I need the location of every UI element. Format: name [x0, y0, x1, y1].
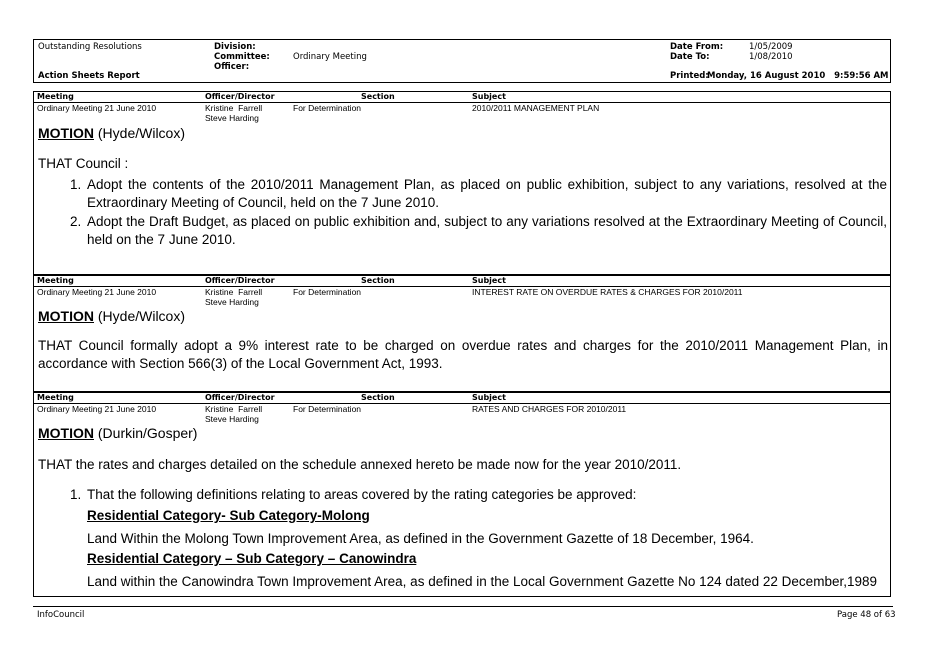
- column-subject: Subject: [472, 92, 506, 101]
- report-header: [33, 39, 891, 83]
- officer-cell-2: Steve Harding: [205, 414, 259, 424]
- subcategory-text: Land within the Canowindra Town Improvement Area, as defined in the Local Government Gazette No 124 dated 22 December,1989: [87, 574, 877, 589]
- list-item: 2. Adopt the Draft Budget, as placed on public exhibition and, subject to any variations resolved at the Extraordinary Meeting of Council, held on the 7 June 2010.: [70, 214, 887, 247]
- meeting-cell: Ordinary Meeting 21 June 2010: [37, 103, 157, 113]
- date-to-value: 1/08/2010: [749, 52, 793, 62]
- record-management-plan: [33, 91, 891, 275]
- list-item: 1. That the following definitions relating to areas covered by the rating categories be approved:: [70, 487, 637, 502]
- column-header-row: [34, 92, 890, 103]
- motion-heading: [38, 308, 185, 324]
- column-officer: Officer/Director: [205, 92, 275, 101]
- date-to-label: Date To:: [670, 52, 710, 62]
- officer-cell: Kristine Farrell: [205, 404, 263, 414]
- subcategory-heading: Residential Category- Sub Category-Molong: [87, 508, 370, 523]
- column-section: Section: [361, 276, 395, 285]
- list-item-text: That the following definitions relating to areas covered by the rating categories be approved:: [87, 487, 637, 502]
- motion-body: THAT the rates and charges detailed on the schedule annexed hereto be made now for the year 2010/2011.: [38, 457, 682, 472]
- column-subject: Subject: [472, 276, 506, 285]
- officer-label: Officer:: [214, 62, 250, 72]
- section-cell: For Determination: [293, 287, 362, 297]
- subject-cell: 2010/2011 MANAGEMENT PLAN: [472, 103, 600, 113]
- section-cell: For Determination: [293, 103, 362, 113]
- meeting-cell: Ordinary Meeting 21 June 2010: [37, 287, 157, 297]
- motion-label: MOTION: [38, 425, 94, 441]
- date-from-label: Date From:: [670, 42, 724, 52]
- printed-value: Monday, 16 August 2010 9:59:56 AM: [707, 71, 889, 81]
- record-rates-charges: [33, 392, 891, 597]
- column-officer: Officer/Director: [205, 276, 275, 285]
- officer-cell: Kristine Farrell: [205, 287, 263, 297]
- motion-heading: [38, 425, 197, 441]
- table-row: [34, 103, 890, 127]
- list-item-text: Adopt the contents of the 2010/2011 Management Plan, as placed on public exhibition, subject to any variations, resolved at the Extraordinary Meeting of Council, held on the 7 June 2010.: [87, 177, 887, 210]
- column-section: Section: [361, 393, 395, 402]
- page-number: Page 48 of 63: [837, 610, 896, 620]
- column-section: Section: [361, 92, 395, 101]
- column-header-row: [34, 276, 890, 287]
- officer-cell-2: Steve Harding: [205, 113, 259, 123]
- column-officer: Officer/Director: [205, 393, 275, 402]
- column-meeting: Meeting: [37, 92, 74, 101]
- report-title: Outstanding Resolutions: [38, 42, 142, 52]
- printed-label: Printed:: [670, 71, 709, 81]
- officer-cell-2: Steve Harding: [205, 297, 259, 307]
- motion-body: THAT Council formally adopt a 9% interest rate to be charged on overdue rates and charges for the 2010/2011 Management Plan, in accordance with Section 566(3) of the Local Government Act, 1993.: [38, 338, 888, 371]
- list-item-text: Adopt the Draft Budget, as placed on public exhibition and, subject to any variations resolved at the Extraordinary Meeting of Council, held on the 7 June 2010.: [87, 214, 887, 247]
- footer-divider: [33, 606, 893, 607]
- subcategory-heading: Residential Category – Sub Category – Canowindra: [87, 551, 417, 566]
- officer-cell: Kristine Farrell: [205, 103, 263, 113]
- subject-cell: INTEREST RATE ON OVERDUE RATES & CHARGES FOR 2010/2011: [472, 287, 743, 297]
- subcategory-text: Land Within the Molong Town Improvement Area, as defined in the Government Gazette of 18 December, 1964.: [87, 531, 754, 546]
- report-name: Action Sheets Report: [38, 71, 140, 81]
- column-header-row: [34, 393, 890, 404]
- motion-intro: THAT Council :: [38, 156, 129, 171]
- committee-value: Ordinary Meeting: [293, 52, 367, 62]
- list-item: 1. Adopt the contents of the 2010/2011 Management Plan, as placed on public exhibition, subject to any variations, resolved at the Extraordinary Meeting of Council, held on the 7 June 2010.: [70, 177, 887, 210]
- column-meeting: Meeting: [37, 276, 74, 285]
- motion-label: MOTION: [38, 125, 94, 141]
- division-label: Division:: [214, 42, 256, 52]
- motion-movers: (Durkin/Gosper): [97, 425, 198, 441]
- committee-label: Committee:: [214, 52, 270, 62]
- motion-heading: [38, 125, 185, 141]
- column-meeting: Meeting: [37, 393, 74, 402]
- section-cell: For Determination: [293, 404, 362, 414]
- motion-label: MOTION: [38, 308, 94, 324]
- footer-app-name: InfoCouncil: [37, 610, 85, 620]
- motion-movers: (Hyde/Wilcox): [97, 125, 186, 141]
- motion-movers: (Hyde/Wilcox): [97, 308, 186, 324]
- meeting-cell: Ordinary Meeting 21 June 2010: [37, 404, 157, 414]
- subject-cell: RATES AND CHARGES FOR 2010/2011: [472, 404, 627, 414]
- date-from-value: 1/05/2009: [749, 42, 793, 52]
- column-subject: Subject: [472, 393, 506, 402]
- record-interest-rate: [33, 275, 891, 392]
